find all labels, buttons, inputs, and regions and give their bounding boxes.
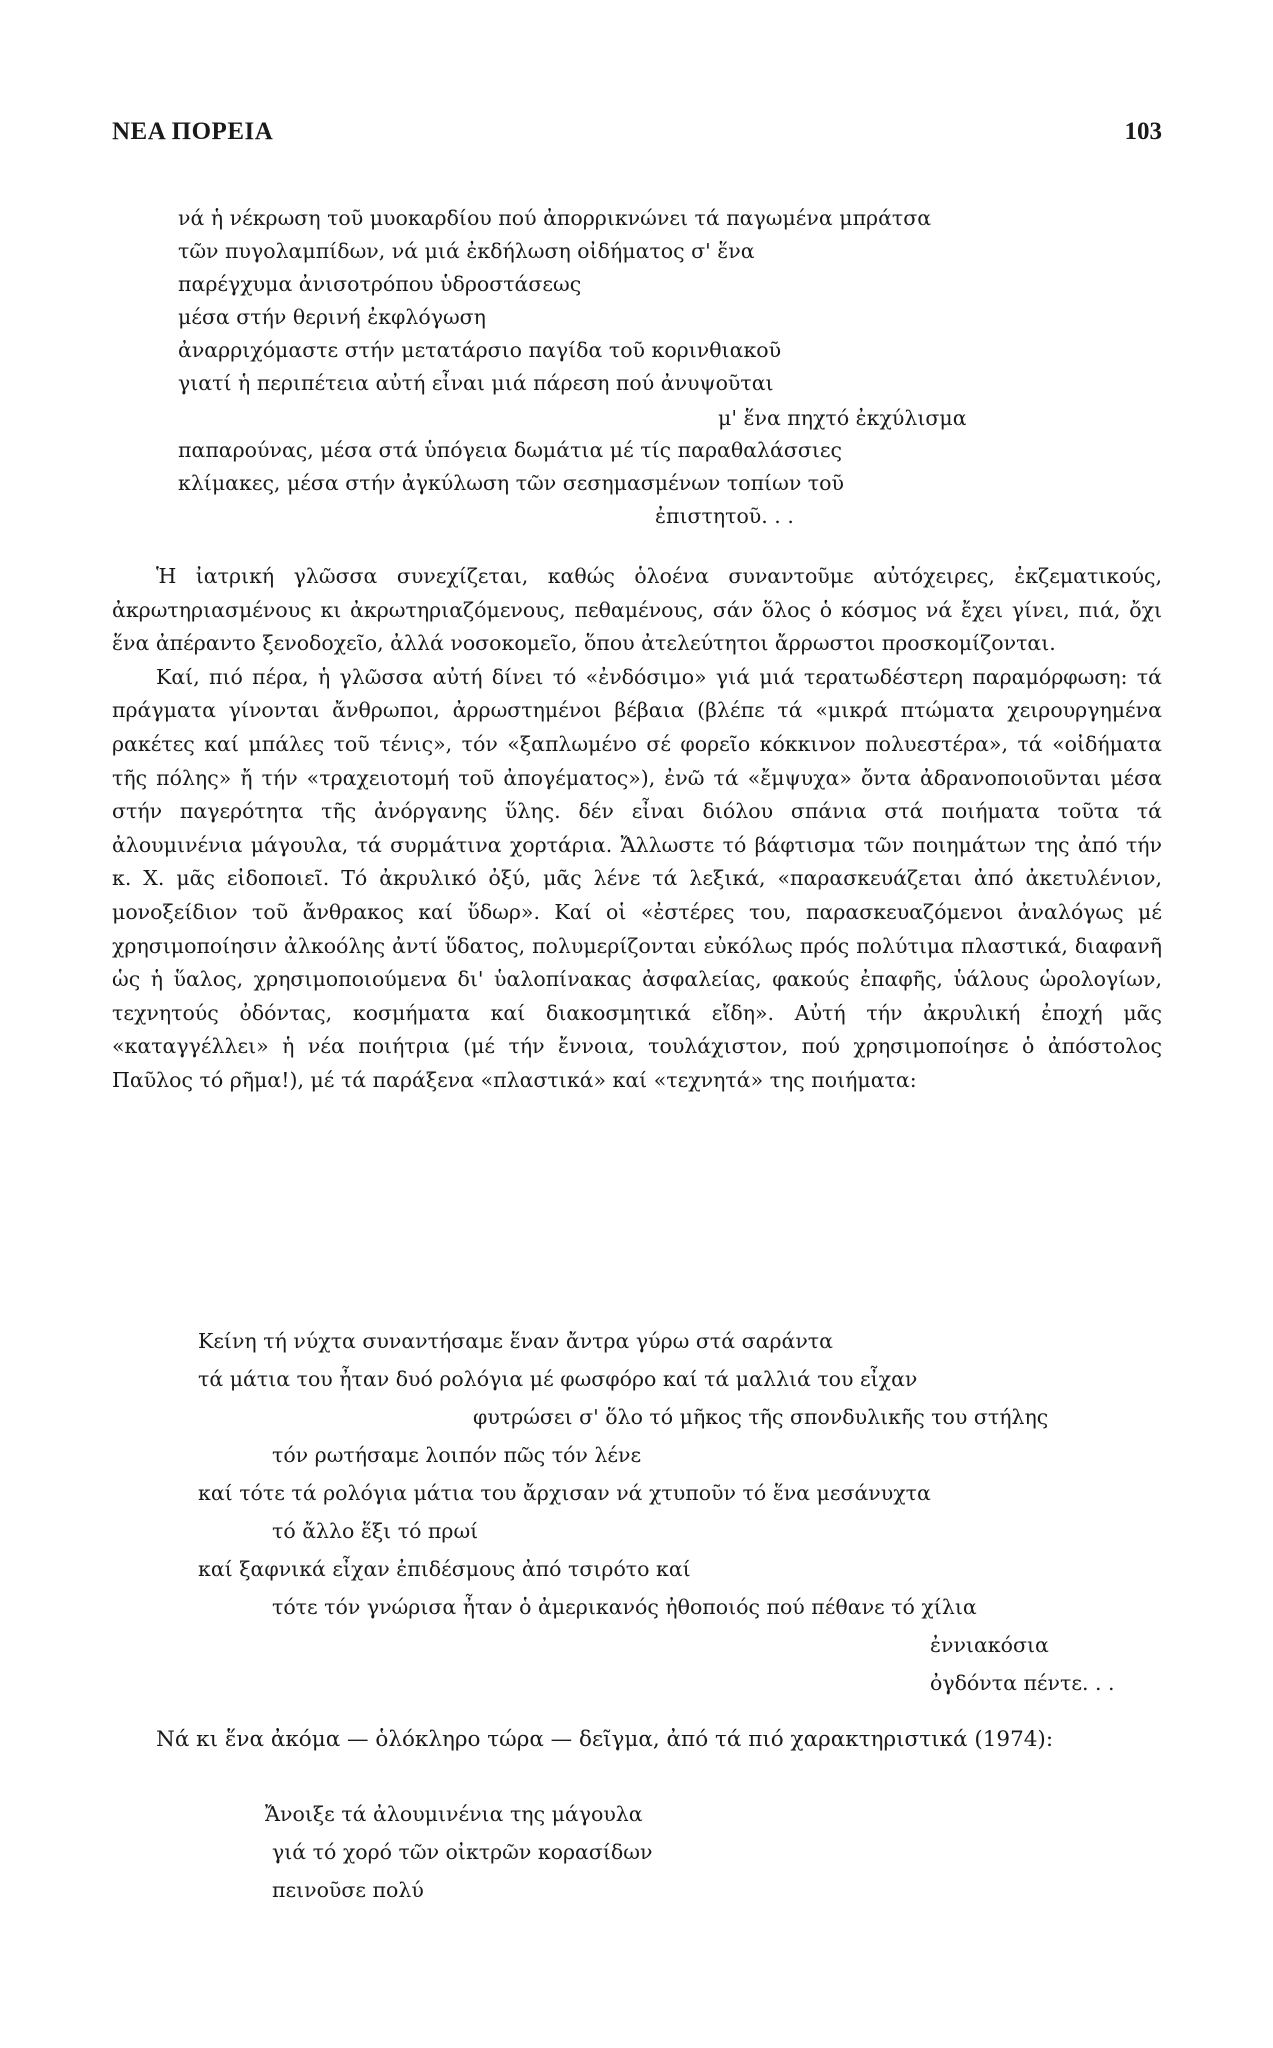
poem-line: Κείνη τή νύχτα συναντήσαμε ἕναν ἄντρα γύρω στά σαράντα (198, 1329, 833, 1353)
poem-line: μέσα στήν θερινή ἐκφλόγωση (178, 305, 486, 329)
poem-line: ἀναρριχόμαστε στήν μετατάρσιο παγίδα τοῦ κορινθιακοῦ (178, 338, 782, 362)
poem-line: ὀγδόντα πέντε. . . (930, 1671, 1115, 1695)
prose-body (112, 560, 1162, 1098)
page-number: 103 (1124, 118, 1162, 145)
poem-line: καί τότε τά ρολόγια μάτια του ἄρχισαν νά χτυποῦν τό ἕνα μεσάνυχτα (198, 1481, 931, 1505)
intro-sentence: Νά κι ἕνα ἀκόμα — ὁλόκληρο τώρα — δεῖγμα, ἀπό τά πιό χαρακτηριστικά (1974): (156, 1727, 1054, 1752)
poem-line: τότε τόν γνώρισα ἦταν ὁ ἀμερικανός ἠθοποιός πού πέθανε τό χίλια (272, 1595, 977, 1619)
poem-line: μ' ἕνα πηχτό ἐκχύλισμα (718, 406, 967, 430)
poem-line: καί ξαφνικά εἶχαν ἐπιδέσμους ἀπό τσιρότο καί (198, 1557, 691, 1581)
poem-line: τό ἄλλο ἕξι τό πρωί (272, 1519, 479, 1543)
poem-line: φυτρώσει σ' ὅλο τό μῆκος τῆς σπονδυλικῆς του στήλης (473, 1405, 1049, 1429)
poem-line: κλίμακες, μέσα στήν ἀγκύλωση τῶν σεσημασμένων τοπίων τοῦ (178, 471, 844, 495)
poem-line: τά μάτια του ἦταν δυό ρολόγια μέ φωσφόρο καί τά μαλλιά του εἶχαν (198, 1367, 918, 1391)
poem-line: παρέγχυμα ἀνισοτρόπου ὑδροστάσεως (178, 272, 582, 296)
poem-line: ἐννιακόσια (930, 1633, 1049, 1657)
poem-line: ἐπιστητοῦ. . . (655, 504, 794, 528)
poem-line: πεινοῦσε πολύ (272, 1878, 424, 1902)
poem-line: τόν ρωτήσαμε λοιπόν πῶς τόν λένε (272, 1443, 642, 1467)
page-header (112, 118, 1162, 154)
poem-line: Ἄνοιξε τά ἀλουμινένια της μάγουλα (265, 1802, 643, 1826)
paragraph: Καί, πιό πέρα, ἡ γλῶσσα αὐτή δίνει τό «ἐνδόσιμο» γιά μιά τερατωδέστερη παραμόρφωση: τά πράγματα γίνονται ἄνθρωποι, ἀρρωστημένοι βέβαια (βλέπε τά «μικρά πτώματα χειρουργημένα ρακέτες καί μπάλες τοῦ τένις», τόν «ξαπλωμένο σέ φορεῖο κόκκινον πολυεστέρα», τά «οἰδήματα τῆς πόλης» ἤ τήν «τραχειοτομή τοῦ ἀπογέματος»), ἐνῶ τά «ἔμψυχα» ὄντα ἀδρανοποιοῦνται μέσα στήν παγερότητα τῆς ἀνόργανης ὕλης. δέν εἶναι διόλου σπάνια στά ποιήματα τοῦτα τά ἀλουμινένια μάγουλα, τά συρμάτινα χορτάρια. Ἄλλωστε τό βάφτισμα τῶν ποιημάτων της ἀπό τήν κ. Χ. μᾶς εἰδοποιεῖ. Τό ἀκρυλικό ὀξύ, μᾶς λένε τά λεξικά, «παρασκευάζεται ἀπό ἀκετυλένιον, μονοξείδιον τοῦ ἄνθρακος καί ὕδωρ». Καί οἱ «ἐστέρες του, παρασκευαζόμενοι ἀναλόγως μέ χρησιμοποίησιν ἀλκοόλης ἀντί ὕδατος, πολυμερίζονται εὐκόλως πρός πολύτιμα πλαστικά, διαφανῆ ὡς ἡ ὕαλος, χρησιμοποιούμενα δι' ὑαλοπίνακας ἀσφαλείας, φακούς ἐπαφῆς, ὑάλους ὡρολογίων, τεχνητούς ὀδόντας, κοσμήματα καί διακοσμητικά εἴδη». Αὐτή τήν ἀκρυλική ἐποχή μᾶς «καταγγέλλει» ἡ νέα ποιήτρια (μέ τήν ἔννοια, τουλάχιστον, πού χρησιμοποίησε ὁ ἀπόστολος Παῦλος τό ρῆμα!), μέ τά παράξενα «πλαστικά» καί «τεχνητά» της ποιήματα: (112, 664, 1162, 1092)
poem-line: τῶν πυγολαμπίδων, νά μιά ἐκδήλωση οἰδήματος σ' ἕνα (178, 239, 755, 263)
poem-line: νά ἡ νέκρωση τοῦ μυοκαρδίου πού ἀπορρικνώνει τά παγωμένα μπράτσα (178, 206, 932, 230)
paragraph: Ἡ ἰατρική γλῶσσα συνεχίζεται, καθώς ὁλοένα συναντοῦμε αὐτόχειρες, ἐκζεματικούς, ἀκρωτηριασμένους κι ἀκρωτηριαζόμενους, πεθαμένους, σάν ὅλος ὁ κόσμος νά ἔχει γίνει, πιά, ὄχι ἕνα ἀπέραντο ξενοδοχεῖο, ἀλλά νοσοκομεῖο, ὅπου ἀτελεύτητοι ἄρρωστοι προσκομίζονται. (112, 564, 1162, 656)
poem-line: παπαρούνας, μέσα στά ὑπόγεια δωμάτια μέ τίς παραθαλάσσιες (178, 438, 843, 462)
poem-line: γιά τό χορό τῶν οἰκτρῶν κορασίδων (272, 1840, 653, 1864)
running-title: ΝΕΑ ΠΟΡΕΙΑ (112, 118, 274, 145)
poem-line: γιατί ἡ περιπέτεια αὐτή εἶναι μιά πάρεση πού ἀνυψοῦται (178, 371, 774, 395)
